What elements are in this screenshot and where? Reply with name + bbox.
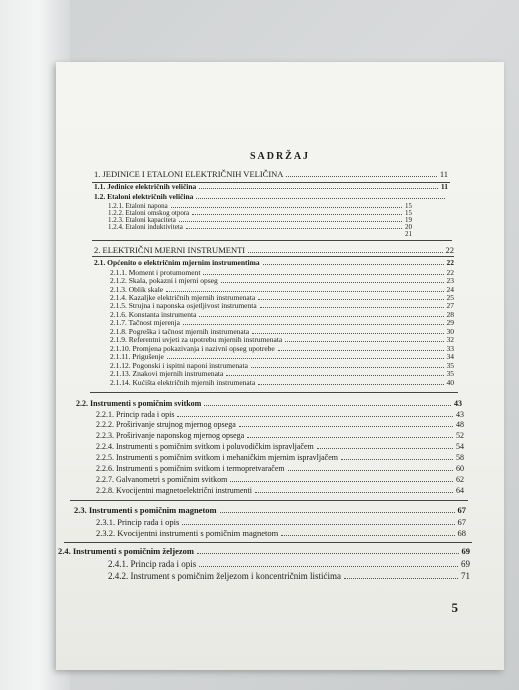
divider xyxy=(70,500,468,501)
divider xyxy=(90,392,458,393)
toc-entry: 1.2.1. Etaloni napona 15 xyxy=(108,202,412,210)
toc-entry: 1.1. Jedinice električnih veličina 11 xyxy=(94,182,448,191)
toc-entry: 2.2.4. Instrumenti s pomičnim svitkom i poluvodičkim ispravljačem 54 xyxy=(96,442,464,451)
toc-entry: 2.1.7. Tačnost mjerenja 29 xyxy=(110,318,454,327)
toc-entry: 2.4.1. Princip rada i opis 69 xyxy=(108,559,470,569)
toc-entry: 2.1.1. Moment i protumoment 22 xyxy=(110,268,454,277)
toc-entry: 2.1.10. Promjena pokazivanja i nazivni opseg upotrebe 33 xyxy=(110,344,454,353)
toc-entry: 2.1.12. Pogonski i ispitni naponi instrumenata 35 xyxy=(110,361,454,370)
toc-entry: 2.3.1. Princip rada i opis 67 xyxy=(96,517,466,527)
toc-entry: 2.2.1. Princip rada i opis 43 xyxy=(96,410,464,419)
toc-entry: 2.1.13. Znakovi mjernih instrumenata 35 xyxy=(110,369,454,378)
toc-entry: 2.3. Instrumenti s pomičnim magnetom 67 xyxy=(74,505,466,515)
toc-entry: 2.4.2. Instrument s pomičnim željezom i koncentričnim listićima 71 xyxy=(108,571,470,581)
book-page xyxy=(56,62,504,670)
toc-entry: 2.1.5. Struјna i naponska osjetljivost instrumenta 27 xyxy=(110,301,454,310)
toc-entry: 2.1.9. Referentni uvjeti za upotrebu mjernih instrumenata 32 xyxy=(110,335,454,344)
toc-entry: 2.4. Instrumenti s pomičnim željezom 69 xyxy=(58,546,470,556)
toc-entry: 1.2. Etaloni električnih veličina xyxy=(94,193,448,201)
toc-entry: 2.1. Općenito o električnim mjernim instrumentima 22 xyxy=(94,258,454,267)
toc-entry: 2.2.8. Kvocijentni magnetoelektrični instrumenti 64 xyxy=(96,486,464,495)
toc-entry: 2.2.5. Instrumenti s pomičnim svitkom i mehaničkim mjernim ispravljačem 58 xyxy=(96,453,464,462)
toc-entry: 2.1.3. Oblik skale 24 xyxy=(110,285,454,294)
toc-entry: 2.1.4. Kazaljke električnih mjernih instrumenata 25 xyxy=(110,293,454,302)
page-title: SADRŽAJ xyxy=(249,151,311,162)
toc-entry: 1.2.3. Etaloni kapaciteta 19 xyxy=(108,216,412,224)
toc-entry: 2.2.3. Proširivanje naponskog mjernog opsega 52 xyxy=(96,431,464,440)
toc-entry: 2.1.11. Prigušenje 34 xyxy=(110,352,454,361)
toc-entry: 2.1.6. Konstanta instrumenta 28 xyxy=(110,310,454,319)
toc-entry: 2.1.8. Pogreška i tačnost mjernih instrumenata 30 xyxy=(110,327,454,336)
divider xyxy=(64,542,472,543)
page-number: 5 xyxy=(451,600,458,615)
toc-entry: 2. ELEKTRIČNI MJERNI INSTRUMENTI 22 xyxy=(94,245,454,255)
toc-entry: 1.2.2. Etaloni omskog otpora 15 xyxy=(108,209,412,217)
table-of-contents xyxy=(56,62,504,670)
toc-entry: 1.2.4. Etaloni induktiviteta 20 xyxy=(108,223,412,231)
toc-entry: 2.1.2. Skala, pokazni i mjerni opseg 23 xyxy=(110,276,454,285)
toc-entry: 2.2.6. Instrumenti s pomičnim svitkom i termopretvaračem 60 xyxy=(96,464,464,473)
toc-entry: 2.3.2. Kvocijentni instrumenti s pomičnim magnetom 68 xyxy=(96,528,466,538)
divider xyxy=(92,240,452,241)
toc-entry: 2.2.2. Proširivanje strujnog mjernog opsega 48 xyxy=(96,420,464,429)
toc-entry: 2.2.7. Galvanometri s pomičnim svitkom 62 xyxy=(96,475,464,484)
toc-entry: 2.2. Instrumenti s pomičnim svitkom 43 xyxy=(76,399,462,408)
toc-entry: 2.1.14. Kućišta električnih mjernih instrumenata 40 xyxy=(110,378,454,387)
toc-entry: 1. JEDINICE I ETALONI ELEKTRIČNIH VELIČINA 11 xyxy=(94,169,448,179)
divider xyxy=(92,256,454,257)
toc-entry: 21 xyxy=(405,230,412,238)
